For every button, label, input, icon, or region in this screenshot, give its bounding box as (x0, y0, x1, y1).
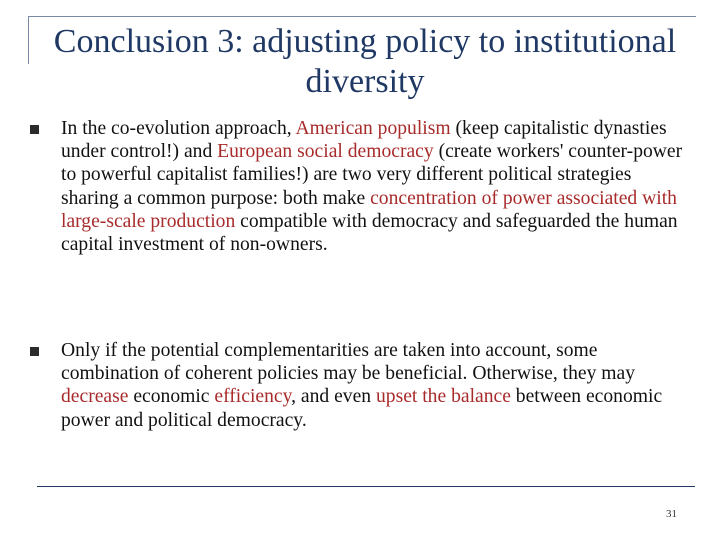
bullet-1-highlight-european-social-democracy: European social democracy (217, 141, 434, 163)
slide-title-line-2: diversity (305, 63, 425, 100)
bullet-2-highlight-upset-the-balance: upset the balance (375, 386, 511, 408)
bullet-2-highlight-decrease: decrease (61, 386, 129, 408)
bullet-2-segment-1: Only if the potential complementarities are taken into account, some combination of coherent policies may be beneficial. Otherwise, they may (61, 340, 636, 385)
square-bullet-icon (30, 347, 39, 356)
bullet-2-segment-5: , and even (291, 386, 376, 408)
frame-left-border (28, 16, 29, 64)
bullet-1-segment-7: compatible with democracy and safeguarded the human capital investment of non-owners. (61, 210, 678, 256)
slide-title (40, 22, 690, 102)
bullet-1-segment-5: (create workers' counter-power to powerful capitalist families!) are two very different political strategies sharing a common purpose: both make (61, 141, 683, 209)
bullet-text-1 (61, 117, 691, 256)
bullet-1-highlight-concentration-of-power: concentration of power associated with large-scale production (61, 187, 677, 232)
bullet-2-segment-7: between economic power and political democracy. (61, 386, 663, 431)
square-bullet-icon (30, 125, 39, 134)
page-number: 31 (666, 508, 677, 520)
bullet-2-segment-3: economic (128, 386, 215, 408)
slide-title-line-1: Conclusion 3: adjusting policy to institutional (53, 23, 677, 60)
bullet-2-highlight-efficiency: efficiency (214, 386, 292, 408)
bullet-1-segment-1: In the co-evolution approach, (61, 118, 296, 139)
bullet-1-highlight-american-populism: American populism (295, 118, 451, 139)
frame-top-border (28, 16, 696, 17)
footer-rule (37, 486, 695, 487)
bullet-text-2 (61, 339, 691, 432)
bullet-1-segment-3: (keep capitalistic dynasties under control!) and (61, 118, 667, 163)
